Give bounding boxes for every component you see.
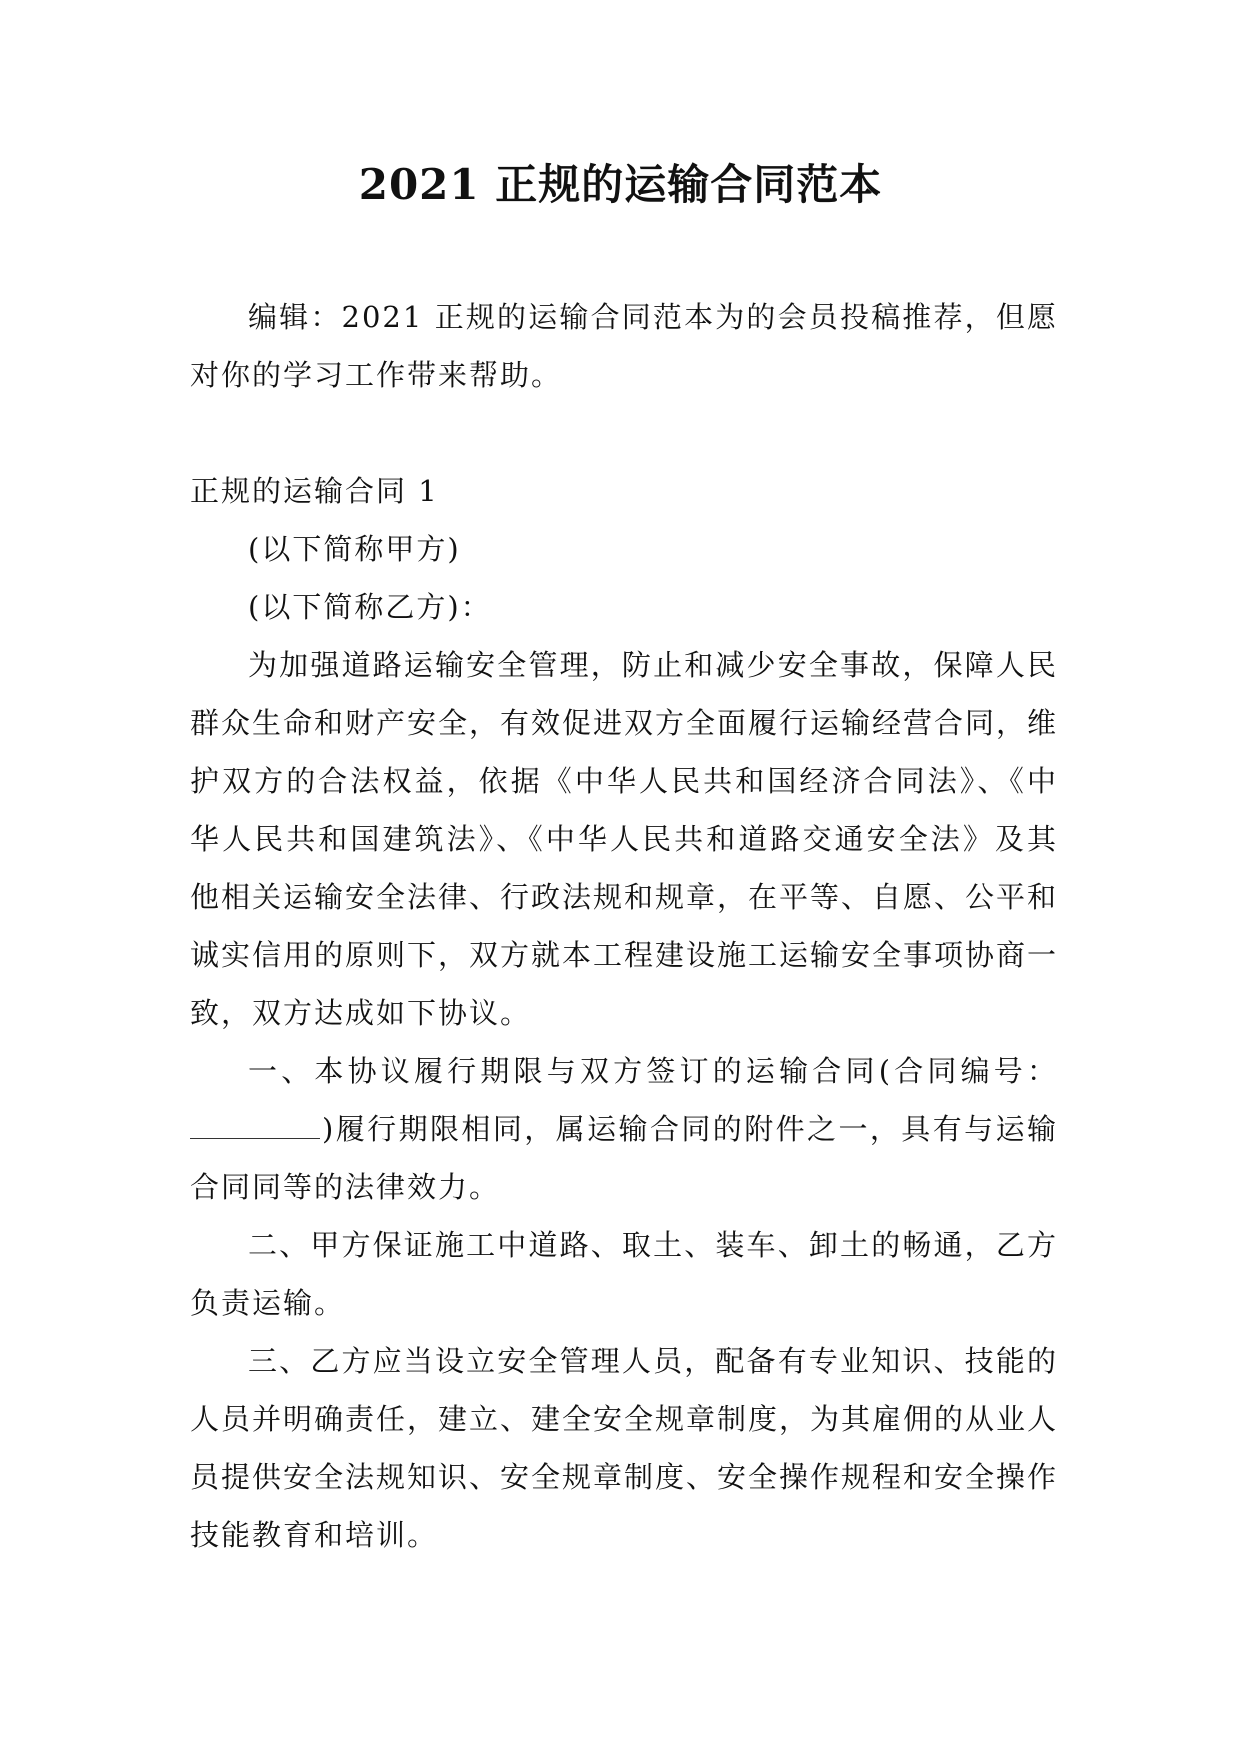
intro-paragraph: 编辑：2021 正规的运输合同范本为的会员投稿推荐，但愿对你的学习工作带来帮助。 [190,300,1058,392]
clause-1-text-start: 一、本协议履行期限与双方签订的运输合同(合同编号： [248,1054,1058,1088]
contract-number-blank [190,1109,320,1139]
clause-1-paragraph [190,1042,1058,1216]
section-heading: 正规的运输合同 1 [190,474,439,508]
clause-1-text-end: )履行期限相同，属运输合同的附件之一，具有与运输合同同等的法律效力。 [190,1112,1058,1204]
party-b-line: (以下简称乙方)： [248,590,492,624]
document-title: 2021 正规的运输合同范本 [358,160,883,209]
clause-3-paragraph: 三、乙方应当设立安全管理人员，配备有专业知识、技能的人员并明确责任，建立、建全安全规章制度，为其雇佣的从业人员提供安全法规知识、安全规章制度、安全操作规程和安全操作技能教育和培训。 [190,1344,1059,1552]
preamble-paragraph: 为加强道路运输安全管理，防止和减少安全事故，保障人民群众生命和财产安全，有效促进双方全面履行运输经营合同，维护双方的合法权益，依据《中华人民共和国经济合同法》、《中华人民共和国建筑法》、《中华人民共和道路交通安全法》及其他相关运输安全法律、行政法规和规章，在平等、自愿、公平和诚实信用的原则下，双方就本工程建设施工运输安全事项协商一致，双方达成如下协议。 [190,648,1059,1030]
clause-2-paragraph: 二、甲方保证施工中道路、取土、装车、卸土的畅通，乙方负责运输。 [190,1228,1058,1320]
document-body [190,288,1058,1564]
party-a-line: (以下简称甲方) [248,532,461,566]
